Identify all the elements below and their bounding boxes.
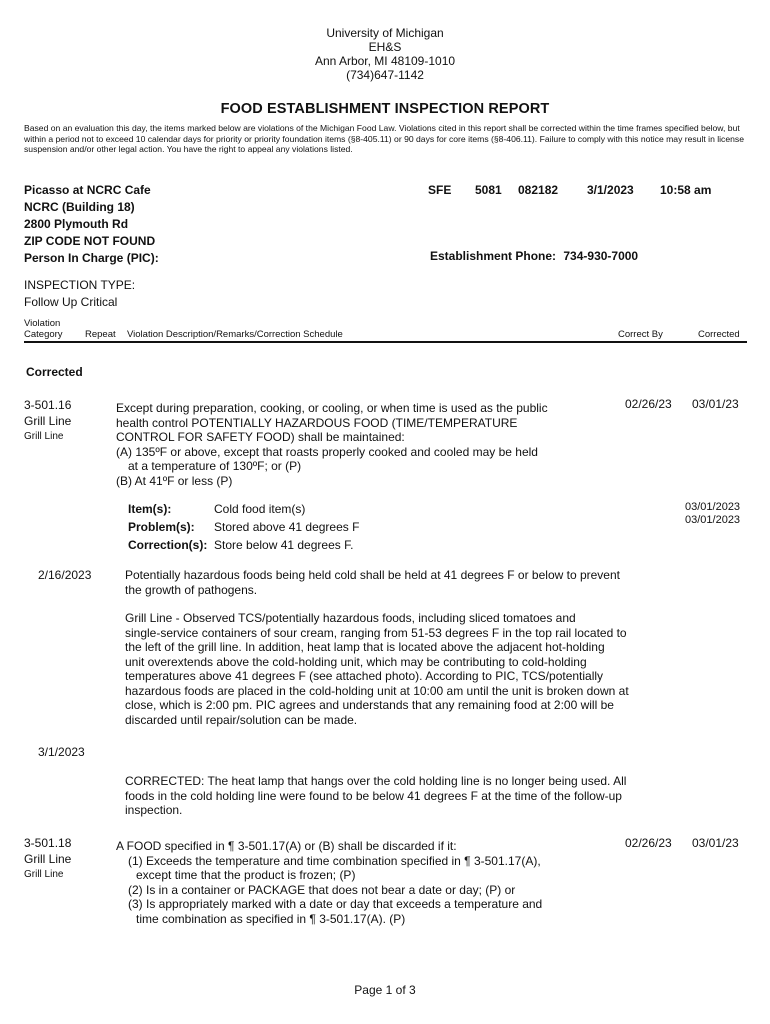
inspection-type-label: INSPECTION TYPE: [24, 278, 136, 292]
note-1-observation [125, 611, 629, 727]
note-line: unit overextends above the cold-holding unit, which may be contributing to cold-holding [125, 654, 587, 669]
item-corrected-date: 03/01/2023 [685, 514, 741, 526]
intro-text: Based on an evaluation this day, the items marked below are violations of the Michigan Food Law. Violations cited in this report shall be corrected within the time frames specified below, but within a period not to exceed 10 calendar days for priority or priority foundation items (§8-405.11) or 90 days for core items (§8-406.11). Failure to comply with this notice may result in license suspension and/or other legal action. You have the right to appeal any violations listed. [24, 123, 744, 154]
item-label: Item(s): [128, 502, 172, 516]
note-2-date: 3/1/2023 [38, 745, 85, 759]
agency-university: University of Michigan [326, 26, 444, 40]
column-violation-category [24, 318, 63, 340]
column-category: Category [24, 329, 63, 340]
description-line: A FOOD specified in ¶ 3-501.17(A) or (B) shall be discarded if it: [116, 839, 457, 853]
violation-code: 3-501.16 [24, 398, 72, 412]
correction-label: Correction(s): [128, 538, 208, 552]
violation-subcategory: Grill Line [24, 869, 64, 880]
establishment-code: 5081 [475, 183, 502, 197]
establishment-info [24, 182, 159, 267]
establishment-phone-row [430, 248, 638, 265]
establishment-id: 082182 [518, 183, 559, 197]
inspection-type-value: Follow Up Critical [24, 295, 118, 309]
column-violation: Violation [24, 318, 61, 329]
page-number: Page 1 of 3 [354, 983, 416, 997]
description-line: (3) Is appropriately marked with a date or day that exceeds a temperature and [128, 897, 543, 911]
violation-1-details [128, 502, 359, 552]
correction-value: Store below 41 degrees F. [214, 538, 354, 552]
note-2-text [125, 774, 626, 818]
violation-1-correct-by: 02/26/23 [625, 397, 672, 411]
report-title: FOOD ESTABLISHMENT INSPECTION REPORT [220, 101, 550, 117]
pic-label: Person In Charge (PIC): [24, 251, 159, 265]
problem-label: Problem(s): [128, 520, 195, 534]
inspection-date: 3/1/2023 [587, 183, 634, 197]
note-line: inspection. [125, 803, 183, 817]
description-line: (B) At 41ºF or less (P) [116, 473, 233, 488]
establishment-phone-label: Establishment Phone: [430, 249, 557, 263]
description-line: (A) 135ºF or above, except that roasts properly cooked and cooled may be held [116, 444, 538, 459]
violation-2-category [24, 835, 71, 883]
agency-header [0, 26, 770, 82]
violation-category: Grill Line [24, 414, 72, 428]
description-line: health control POTENTIALLY HAZARDOUS FOOD (TIME/TEMPERATURE [116, 415, 518, 430]
violation-1-corrected: 03/01/23 [692, 397, 739, 411]
note-1-date: 2/16/2023 [38, 568, 92, 582]
column-description: Violation Description/Remarks/Correction Schedule [127, 329, 343, 340]
description-line: CONTROL FOR SAFETY FOOD) shall be maintained: [116, 430, 405, 444]
violation-2-correct-by: 02/26/23 [625, 836, 672, 850]
header-divider [24, 341, 747, 343]
note-line: close, which is 2:00 pm. PIC agrees and understands that any remaining food at 2:00 will be [125, 698, 614, 712]
description-line: (2) Is in a container or PACKAGE that does not bear a date or day; (P) or [128, 882, 516, 897]
description-line: except time that the product is frozen; (P) [136, 868, 356, 882]
column-repeat: Repeat [85, 329, 116, 340]
description-line: at a temperature of 130ºF; or (P) [128, 459, 302, 473]
violation-2-description [116, 839, 542, 926]
description-line: time combination as specified in ¶ 3-501.17(A). (P) [136, 911, 406, 926]
note-line: the left of the grill line. In addition, heat lamp that is located above the adjacent hot-holding [125, 640, 605, 654]
violation-code: 3-501.18 [24, 836, 72, 850]
note-line: hazardous foods are placed in the cold-holding unit at 10:00 am until the unit is broken down at [125, 683, 629, 698]
column-correct-by: Correct By [618, 329, 663, 340]
note-line: single-service containers of sour cream, ranging from 51-53 degrees F in the top rail located to [125, 625, 627, 640]
violation-2-corrected: 03/01/23 [692, 836, 739, 850]
section-title: Corrected [26, 365, 83, 379]
violation-1-description [116, 401, 548, 488]
column-corrected: Corrected [698, 329, 740, 340]
violation-category: Grill Line [24, 852, 72, 866]
description-line: Except during preparation, cooking, or cooling, or when time is used as the public [116, 401, 548, 415]
violation-1-category [24, 397, 71, 445]
agency-dept: EH&S [368, 40, 402, 54]
note-line: temperatures above 41 degrees F (see attached photo). According to PIC, TCS/potentially [125, 669, 604, 683]
note-1-text [125, 568, 620, 597]
description-line: (1) Exceeds the temperature and time combination specified in ¶ 3-501.17(A), [128, 853, 541, 868]
inspection-time: 10:58 am [660, 183, 712, 197]
establishment-phone: 734-930-7000 [563, 249, 639, 263]
note-line: Grill Line - Observed TCS/potentially hazardous foods, including sliced tomatoes and [125, 611, 576, 625]
establishment-name: Picasso at NCRC Cafe [24, 183, 151, 197]
establishment-type: SFE [428, 183, 452, 197]
agency-city: Ann Arbor, MI 48109-1010 [314, 54, 456, 68]
violation-1-item-dates [685, 501, 740, 527]
establishment-zip: ZIP CODE NOT FOUND [24, 234, 156, 248]
item-corrected-date: 03/01/2023 [685, 501, 741, 513]
establishment-address: 2800 Plymouth Rd [24, 217, 129, 231]
note-line: foods in the cold holding line were found to be below 41 degrees F at the time of the follow-up [125, 788, 622, 803]
note-line: CORRECTED: The heat lamp that hangs over the cold holding line is no longer being used. All [125, 774, 627, 788]
item-value: Cold food item(s) [214, 502, 306, 516]
violation-subcategory: Grill Line [24, 431, 64, 442]
note-line: discarded until repair/solution can be made. [125, 712, 358, 727]
note-line: Potentially hazardous foods being held cold shall be held at 41 degrees F or below to prevent [125, 568, 620, 582]
agency-phone: (734)647-1142 [346, 68, 424, 82]
problem-value: Stored above 41 degrees F [214, 520, 360, 534]
establishment-building: NCRC (Building 18) [24, 200, 135, 214]
note-line: the growth of pathogens. [125, 582, 258, 597]
